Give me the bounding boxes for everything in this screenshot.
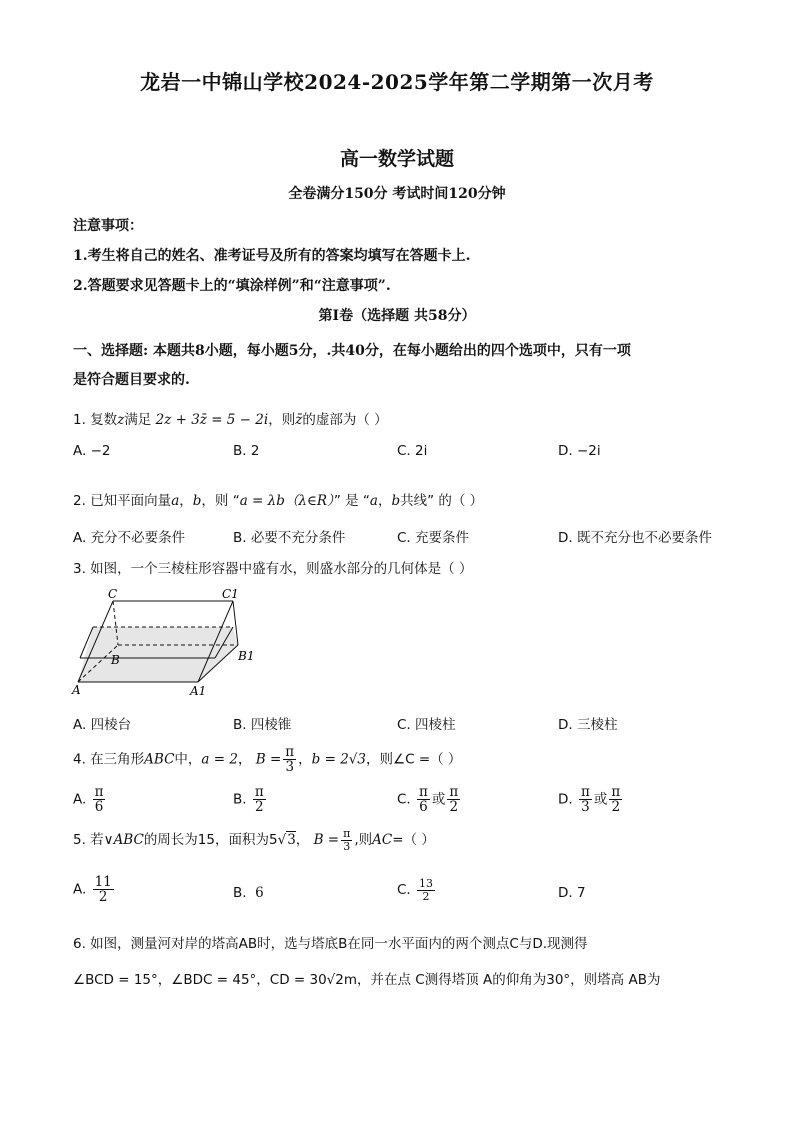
q3-option-b: B. 四棱锥 (233, 717, 292, 733)
label-a: A (72, 683, 81, 697)
part1-instruction-line2: 是符合题目要求的. (73, 372, 190, 388)
question-5: 5. 若∨ABC的周长为15，面积为5√3， B = $\frac{\pi}{3}$ ,则AC=（ ） (73, 827, 435, 853)
q2-option-d: D. 既不充分也不必要条件 (558, 530, 712, 546)
q2-vector-a-2: a (369, 493, 378, 509)
q4-triangle: ABC (144, 751, 175, 768)
exam-subtitle: 高一数学试题 (339, 148, 454, 170)
q2-vector-a: a (171, 493, 180, 509)
q4-a: a = 2 (201, 751, 238, 768)
q2-text-3: ” 是 “ (333, 493, 370, 509)
q1-zbar: z̄ (295, 412, 303, 428)
q5-b-fraction: $\frac{\pi}{3}$ (343, 827, 351, 853)
q2-comma: ， (179, 493, 193, 509)
exam-info: 全卷满分150分 考试时间120分钟 (288, 186, 506, 202)
q1-var-z: z (117, 412, 125, 428)
part1-instruction-line1: 一、选择题: 本题共8小题，每小题5分，.共40分，在每小题给出的四个选项中，只有一项 (73, 343, 631, 359)
q2-option-c: C. 充要条件 (397, 530, 470, 546)
q1-option-c: C. 2i (397, 443, 428, 459)
q5-option-a: A. $\frac{11}{2}$ (73, 874, 112, 906)
q4-text-1: 4. 在三角形 (73, 751, 145, 768)
label-a1: A1 (190, 684, 207, 698)
q4-option-c: C. $\frac{\pi}{6}$ 或 $\frac{\pi}{2}$ (397, 784, 459, 816)
question-6-line2: ∠BCD = 15°，∠BDC = 45°，CD = 30√2m，并在点 C测得塔顶 A的仰角为30°，则塔高 AB为 (73, 972, 661, 988)
label-b1: B1 (238, 649, 255, 663)
q2-option-b: B. 必要不充分条件 (233, 530, 346, 546)
q5-option-c: C. $\frac{13}{2}$ (397, 877, 434, 903)
q2-vector-b-2: b (391, 493, 401, 509)
q2-option-a: A. 充分不必要条件 (73, 530, 186, 546)
q3-option-d: D. 三棱柱 (558, 717, 618, 733)
q1-option-d: D. −2i (558, 443, 601, 459)
q4-text-3: ， (298, 751, 312, 768)
q2-comma-2: ， (377, 493, 392, 509)
q1-number: 1. (73, 412, 86, 428)
q4-text-4: ，则∠C =（ ） (366, 751, 462, 768)
label-c: C (108, 587, 118, 601)
q2-vector-b: b (192, 493, 202, 509)
q1-text-3: ，则 (268, 412, 296, 428)
notes-item-1: 1.考生将自己的姓名、准考证号及所有的答案均填写在答题卡上. (73, 248, 471, 264)
q4-option-b: B. $\frac{\pi}{2}$ (233, 784, 264, 816)
q2-text-1: 已知平面向量 (90, 493, 172, 509)
exam-title: 龙岩一中锦山学校2024-2025学年第二学期第一次月考 (140, 70, 654, 94)
label-c1: C1 (222, 587, 239, 601)
q1-equation: 2z + 3z̄ = 5 − 2i (155, 412, 269, 428)
q5-text-2: 的周长为15，面积为5 (143, 832, 278, 849)
q1-text-2: 满足 (124, 412, 152, 428)
q5-sqrt3: 3 (287, 832, 296, 849)
q4-option-d: D. $\frac{\pi}{3}$ 或 $\frac{\pi}{2}$ (558, 784, 621, 816)
q5-ac: AC (372, 832, 393, 849)
prism-figure (68, 585, 263, 700)
q2-condition: a = λb（λ∈R） (239, 493, 334, 509)
q5-option-b: B. 6 (233, 885, 264, 901)
q5-b-eq: B = (313, 832, 340, 849)
q5-text-5: =（ ） (392, 832, 435, 849)
question-3: 3. 如图，一个三棱柱形容器中盛有水，则盛水部分的几何体是（ ） (73, 561, 473, 577)
q3-option-c: C. 四棱柱 (397, 717, 456, 733)
question-2 (73, 489, 483, 509)
q2-text-4: 共线” 的（ ） (400, 493, 484, 509)
q5-option-d: D. 7 (558, 885, 586, 901)
q5-text-4: ,则 (354, 832, 373, 849)
question-6-line1: 6. 如图，测量河对岸的塔高AB时，选与塔底B在同一水平面内的两个测点C与D.现测得 (73, 936, 588, 952)
q5-text-1: 5. 若∨ (73, 832, 114, 849)
q1-option-a: A. −2 (73, 443, 111, 459)
water-region (78, 627, 238, 682)
q4-b-eq: B = (255, 751, 282, 768)
section-title: 第Ⅰ卷（选择题 共58分） (318, 308, 476, 324)
q4-b-value: b = 2√3 (311, 751, 366, 768)
q5-triangle: ABC (113, 832, 144, 849)
q2-text-2: ，则 “ (201, 493, 240, 509)
q5-text-3: ， (295, 832, 310, 849)
notes-heading: 注意事项： (73, 218, 143, 234)
label-b: B (111, 653, 120, 667)
q1-text-4: 的虚部为（ ） (302, 412, 388, 428)
q4-b-fraction: $\frac{\pi}{3}$ (285, 744, 295, 776)
q1-text-1: 复数 (90, 412, 118, 428)
q1-option-b: B. 2 (233, 443, 260, 459)
q2-number: 2. (73, 493, 86, 509)
q4-option-a: A. $\frac{\pi}{6}$ (73, 784, 104, 816)
q4-text-2: 中， (174, 751, 202, 768)
question-1 (73, 408, 388, 428)
notes-item-2: 2.答题要求见答题卡上的“填涂样例”和“注意事项”. (73, 278, 391, 294)
question-4: 4. 在三角形ABC中，a = 2， B = $\frac{\pi}{3}$ ，b = 2√3，则∠C =（ ） (73, 744, 462, 776)
q3-option-a: A. 四棱台 (73, 717, 132, 733)
